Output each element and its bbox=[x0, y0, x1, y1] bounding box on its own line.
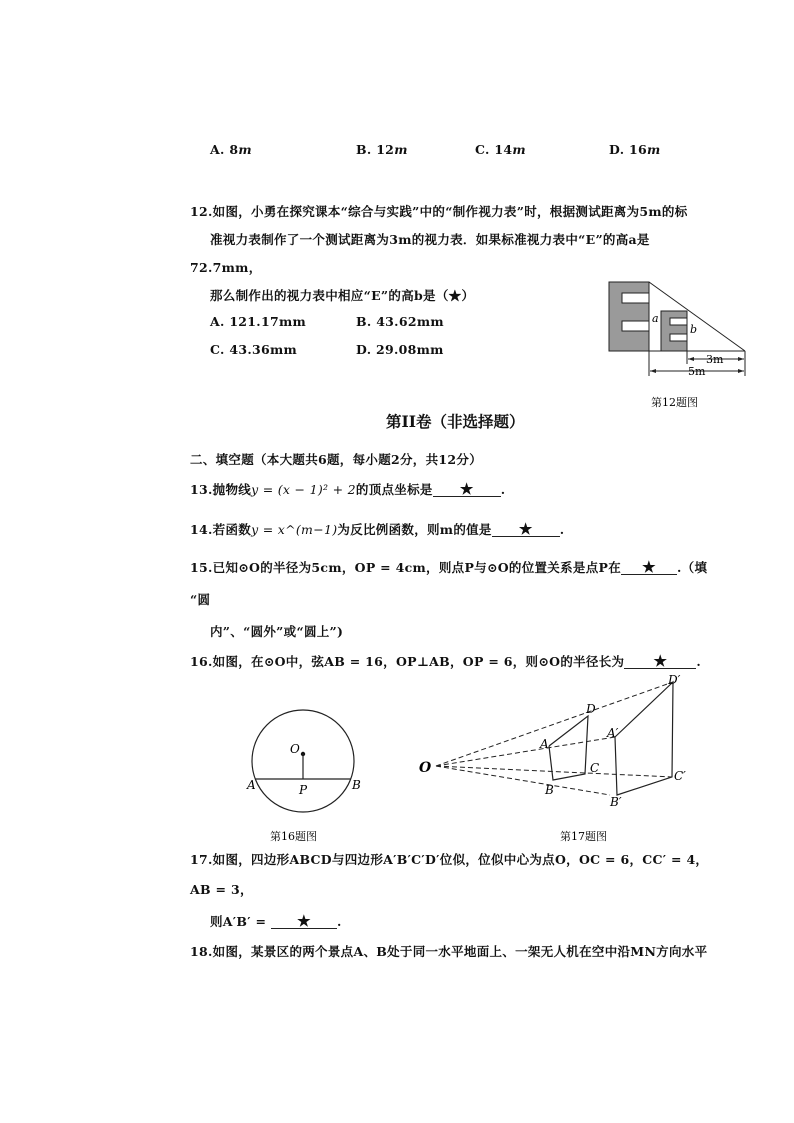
q13-formula: y = (x − 1)² + 2 bbox=[251, 482, 356, 497]
label-c-prime: C′ bbox=[674, 769, 686, 783]
label-b: B bbox=[545, 783, 554, 797]
label-a: A bbox=[540, 737, 549, 751]
q11-option-a: A. 8m bbox=[210, 142, 252, 157]
figure-16 bbox=[240, 700, 370, 843]
q14-answer-blank[interactable]: ★ bbox=[492, 522, 560, 537]
figure-12-caption: 第12题图 bbox=[651, 396, 698, 409]
big-e-chart bbox=[609, 282, 649, 351]
label-c: C bbox=[590, 761, 600, 775]
q15-line2: “圆 bbox=[190, 592, 211, 607]
section-title: 第II卷（非选择题） bbox=[386, 412, 525, 431]
q11-option-b: B. 12m bbox=[356, 142, 408, 157]
small-e-chart bbox=[661, 311, 687, 351]
q13-answer-blank[interactable]: ★ bbox=[433, 482, 501, 497]
label-b-prime: B′ bbox=[610, 795, 622, 809]
label-o: O bbox=[290, 742, 300, 756]
q16: 16.如图，在⊙O中，弦AB = 16，OP⊥AB，OP = 6，则⊙O的半径长为 ★ . bbox=[190, 652, 701, 670]
label-d-prime: D′ bbox=[668, 673, 681, 687]
q17-line3: 则A′B′ = ★ . bbox=[210, 912, 342, 930]
figure-16-caption: 第16题图 bbox=[270, 830, 317, 843]
q12-line4: 那么制作出的视力表中相应“E”的高b是（★） bbox=[210, 288, 475, 303]
q12-option-a: A. 121.17mm bbox=[210, 314, 307, 329]
q17-answer-blank[interactable]: ★ bbox=[271, 914, 337, 929]
q17-line1: 17.如图，四边形ABCD与四边形A′B′C′D′位似，位似中心为点O，OC = 6，CC′ = 4， bbox=[190, 852, 709, 867]
q12-line3: 72.7mm， bbox=[190, 260, 262, 275]
q12-option-b: B. 43.62mm bbox=[356, 314, 444, 329]
label-a: a bbox=[652, 312, 659, 325]
label-o: O bbox=[419, 760, 432, 776]
q15-line3: 内”、“圆外”或“圆上”) bbox=[210, 624, 344, 639]
label-3m: 3m bbox=[706, 353, 724, 366]
q11-option-c: C. 14m bbox=[475, 142, 526, 157]
label-a-prime: A′ bbox=[607, 726, 619, 740]
label-b: b bbox=[690, 323, 698, 336]
q14-formula: y = x^(m−1) bbox=[251, 522, 338, 537]
q12-option-c: C. 43.36mm bbox=[210, 342, 298, 357]
q12-option-d: D. 29.08mm bbox=[356, 342, 444, 357]
q17-line2: AB = 3， bbox=[190, 882, 253, 897]
part2-heading: 二、填空题（本大题共6题，每小题2分，共12分） bbox=[190, 452, 482, 467]
q15-line1: 15.已知⊙O的半径为5cm，OP = 4cm，则点P与⊙O的位置关系是点P在 ★ .（填 bbox=[190, 558, 708, 576]
label-5m: 5m bbox=[688, 365, 706, 378]
q15-answer-blank[interactable]: ★ bbox=[621, 560, 677, 575]
q13: 13.抛物线y = (x − 1)² + 2的顶点坐标是 ★ . bbox=[190, 480, 506, 498]
q18-line1: 18.如图，某景区的两个景点A、B处于同一水平地面上、一架无人机在空中沿MN方向水平 bbox=[190, 944, 708, 959]
q16-answer-blank[interactable]: ★ bbox=[624, 654, 696, 669]
q12-line1: 12.如图，小勇在探究课本“综合与实践”中的“制作视力表”时，根据测试距离为5m的标 bbox=[190, 204, 688, 219]
label-a: A bbox=[247, 778, 256, 792]
figure-12 bbox=[600, 278, 760, 409]
q12-line2: 准视力表制作了一个测试距离为3m的视力表．如果标准视力表中“E”的高a是 bbox=[210, 232, 650, 247]
q14: 14.若函数y = x^(m−1)为反比例函数，则m的值是 ★ . bbox=[190, 520, 565, 538]
label-d: D bbox=[586, 702, 596, 716]
label-b: B bbox=[352, 778, 361, 792]
figure-17-caption: 第17题图 bbox=[560, 830, 607, 843]
label-p: P bbox=[299, 783, 308, 797]
figure-17 bbox=[415, 668, 705, 843]
q11-option-d: D. 16m bbox=[609, 142, 661, 157]
